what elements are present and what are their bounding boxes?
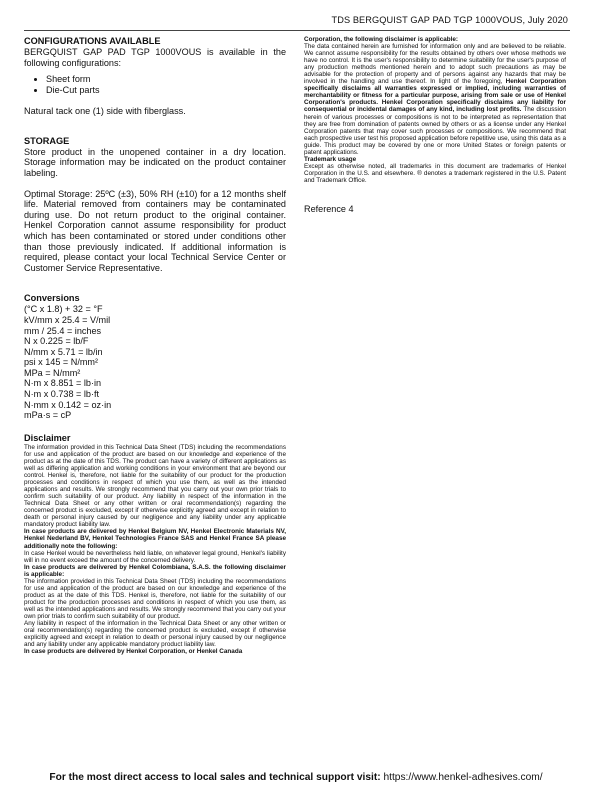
reference-label: Reference 4	[304, 203, 354, 214]
footer-link[interactable]: https://www.henkel-adhesives.com/	[383, 772, 543, 783]
disclaimer-eu-heading: In case products are delivered by Henkel Belgium NV, Henkel Electronic Materials NV, Henkel Nederland BV, Henkel Technologies France SAS and Henkel France SA please additionally note the following:	[24, 528, 286, 550]
conversion-line: kV/mm x 25.4 = V/mil	[24, 314, 111, 325]
disclaimer-eu-text: In case Henkel would be nevertheless held liable, on whatever legal ground, Henkel's liability will in no event exceed the amount of the concerned delivery.	[24, 549, 286, 564]
disclaimer-co-text-1: The information provided in this Technical Data Sheet (TDS) including the recommendations for use and application of the product are based on our knowledge and experience of the product as at the date of this TDS. Henkel is, therefore, not liable for the suitability of our product for the production processes and conditions in respect of which you use them, as well as the intended applications and results. We strongly recommend that you carry out your own prior trials to confirm such suitability of our product.	[24, 577, 286, 620]
disclaimer-paragraph: The information provided in this Technical Data Sheet (TDS) including the recommendations for use and application of the product are based on our knowledge and experience of the product as at the date of this TDS. The product can have a variety of different applications as well as differing application and working conditions in your environment that are beyond our control. Henkel is, therefore, not liable for the suitability of our product for the production processes and conditions in respect of which you use them, as well as the intended applications and results. We strongly recommend that you carry out your own prior trials to confirm such suitability of our product. Any liability in respect of the information in the Technical Data Sheet or any other written or oral recommendation(s) regarding the concerned product is excluded, except if otherwise explicitly agreed and except in relation to death or personal injury caused by our negligence and any liability under any applicable mandatory product liability law.	[24, 443, 286, 529]
disclaimer-co-heading: In case products are delivered by Henkel Colombiana, S.A.S. the following disclaimer is applicable:	[24, 563, 286, 578]
conversion-line: mm / 25.4 = inches	[24, 325, 102, 336]
corporation-text-1: The data contained herein are furnished for information only and are believed to be reliable. We cannot assume responsibility for the results obtained by others over whose methods we have no control. It is the user's responsibility to determine suitability for the user's purpose of any production methods mentioned herein and to adopt such precautions as may be advisable for the protection of property and of persons against any hazards that may be involved in the handling and use thereof. In light of the foregoing,	[304, 43, 566, 86]
conversion-line: mPa·s = cP	[24, 410, 72, 421]
storage-paragraph-1: Store product in the unopened container in a dry location. Storage information may be indicated on the product container labeling.	[24, 146, 286, 178]
footer-text: For the most direct access to local sales and technical support visit:	[49, 772, 381, 783]
document-header: TDS BERGQUIST GAP PAD TGP 1000VOUS, July 2020	[331, 15, 568, 25]
corporation-text	[304, 43, 566, 156]
disclaimer-co-text-2: Any liability in respect of the information in the Technical Data Sheet or any other written or oral recommendation(s) regarding the concerned product is excluded, except if otherwise explicitly agreed and except in relation to death or personal injury caused by our negligence and any liability under any applicable mandatory product liability law.	[24, 620, 286, 649]
configurations-intro: BERGQUIST GAP PAD TGP 1000VOUS is available in the following configurations:	[24, 47, 286, 68]
conversion-line: N/mm x 5.71 = lb/in	[24, 346, 103, 357]
footer	[0, 772, 592, 783]
list-item: • Sheet form	[46, 74, 286, 85]
left-column	[24, 36, 286, 655]
corporation-text-2: The discussion herein of various processes or compositions is not to be interpreted as representation that they are free from domination of patents owned by others or as a license under any Henkel Corporation patents that may cover such processes or compositions. We recommend that each prospective user test his proposed application before repetitive use, using this data as a guide. This product may be covered by one or more United States or foreign patents or patent applications.	[304, 106, 567, 156]
corporation-heading: Corporation, the following disclaimer is applicable:	[304, 36, 459, 43]
conversion-line: N·m x 0.738 = lb·ft	[24, 389, 100, 400]
conversions-list	[24, 304, 286, 421]
conversion-line: N·m x 8.851 = lb·in	[24, 378, 102, 389]
configurations-heading: CONFIGURATIONS AVAILABLE	[24, 36, 161, 46]
header-rule	[24, 30, 570, 31]
list-item: • Die-Cut parts	[46, 85, 286, 96]
storage-heading: STORAGE	[24, 135, 70, 146]
conversion-line: N x 0.225 = lb/F	[24, 336, 89, 347]
storage-paragraph-2: Optimal Storage: 25ºC (±3), 50% RH (±10) for a 12 months shelf life. Material removed from containers may be contaminated during use. Do not return product to the original container. Henkel Corporation cannot assume responsibility for product which has been contaminated or stored under conditions other than those previously indicated. If additional information is required, please contact your local Technical Service Center or Customer Service Representative.	[24, 188, 286, 273]
trademark-heading: Trademark usage	[304, 155, 357, 163]
disclaimer-block	[24, 444, 286, 655]
configurations-list	[24, 74, 286, 96]
corporation-bold: Henkel Corporation specifically disclaims all warranties expressed or implied, including warranties of merchantability or fitness for a particular purpose, arising from sale or use of Henkel Corporation's products. Henkel Corporation specifically disclaims any liability for consequential or incidental damages of any kind, including lost profits.	[304, 78, 567, 114]
corporation-disclaimer	[304, 36, 566, 184]
conversions-heading: Conversions	[24, 293, 80, 304]
disclaimer-heading: Disclaimer	[24, 432, 71, 443]
disclaimer-us-heading: In case products are delivered by Henkel Corporation, or Henkel Canada	[24, 648, 243, 656]
conversion-line: (°C x 1.8) + 32 = °F	[24, 304, 103, 315]
configurations-note: Natural tack one (1) side with fiberglass.	[24, 106, 186, 117]
right-column	[304, 36, 566, 215]
conversion-line: N·mm x 0.142 = oz·in	[24, 399, 112, 410]
conversion-line: MPa = N/mm²	[24, 367, 81, 378]
trademark-text: Except as otherwise noted, all trademarks in this document are trademarks of Henkel Corporation in the U.S. and elsewhere. ® denotes a trademark registered in the U.S. Patent and Trademark Office.	[304, 162, 566, 184]
conversion-line: psi x 145 = N/mm²	[24, 357, 99, 368]
